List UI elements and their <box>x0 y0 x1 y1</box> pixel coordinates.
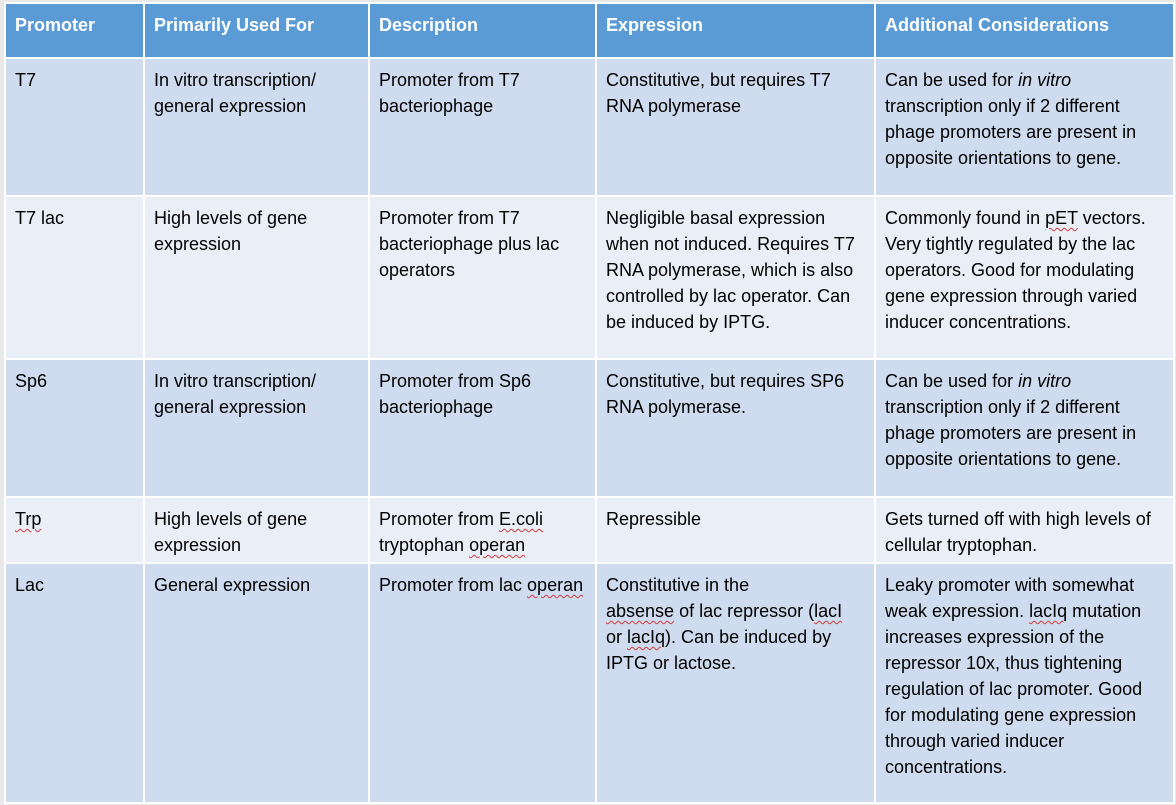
text-run: Can be used for <box>885 371 1019 391</box>
cell-expression: Repressible <box>596 497 875 563</box>
spellcheck-word: lacI <box>814 601 843 621</box>
text-run: tryptophan <box>379 535 470 555</box>
spellcheck-word: operan <box>527 575 584 595</box>
cell-promoter: T7 <box>5 58 144 196</box>
cell-promoter <box>5 497 144 563</box>
cell-considerations <box>875 359 1174 497</box>
text-run: Leaky promoter with somewhat weak expression. <box>885 575 1135 621</box>
cell-promoter: T7 lac <box>5 196 144 359</box>
table-row <box>5 497 1174 563</box>
spellcheck-word: operan <box>469 535 526 555</box>
text-run: transcription only if 2 different phage promoters are present in opposite orientations to gene. <box>885 397 1137 469</box>
text-run: transcription only if 2 different phage promoters are present in opposite orientations to gene. <box>885 96 1137 168</box>
text-run: or <box>606 627 628 647</box>
cell-description: Promoter from Sp6 bacteriophage <box>369 359 596 497</box>
italic-text: in vitro <box>1018 371 1072 391</box>
cell-used-for: High levels of gene expression <box>144 196 369 359</box>
text-run: mutation increases expression of the repressor 10x, thus tightening regulation of lac promoter. Good for modulating gene expression through varied inducer concentrations. <box>885 601 1143 777</box>
table-row <box>5 563 1174 803</box>
cell-considerations <box>875 563 1174 803</box>
cell-description: Promoter from T7 bacteriophage plus lac operators <box>369 196 596 359</box>
spellcheck-word: Trp <box>15 509 42 529</box>
cell-used-for: In vitro transcription/ general expression <box>144 359 369 497</box>
table-row <box>5 58 1174 196</box>
text-run: ). Can be induced by IPTG or lactose. <box>606 627 832 673</box>
cell-expression: Constitutive, but requires T7 RNA polymerase <box>596 58 875 196</box>
text-run: vectors. Very tightly regulated by the lac operators. Good for modulating gene expression through varied inducer concentrations. <box>885 208 1146 332</box>
cell-considerations <box>875 58 1174 196</box>
table-row <box>5 196 1174 359</box>
header-expression: Expression <box>596 3 875 58</box>
cell-used-for: In vitro transcription/ general expression <box>144 58 369 196</box>
spellcheck-word: lacIq <box>1029 601 1068 621</box>
cell-expression: Negligible basal expression when not induced. Requires T7 RNA polymerase, which is also controlled by lac operator. Can be induced by IPTG. <box>596 196 875 359</box>
spellcheck-word: lacIq <box>627 627 666 647</box>
promoter-table <box>4 2 1175 804</box>
cell-used-for: High levels of gene expression <box>144 497 369 563</box>
cell-description <box>369 563 596 803</box>
header-row <box>5 3 1174 58</box>
table-row <box>5 359 1174 497</box>
spellcheck-word: E.coli <box>499 509 544 529</box>
text-run: Commonly found in <box>885 208 1046 228</box>
spellcheck-word: pET <box>1045 208 1078 228</box>
cell-description: Promoter from T7 bacteriophage <box>369 58 596 196</box>
cell-expression <box>596 563 875 803</box>
text-run: of lac repressor ( <box>674 601 815 621</box>
cell-used-for: General expression <box>144 563 369 803</box>
text-run: Promoter from <box>379 509 500 529</box>
cell-considerations: Gets turned off with high levels of cellular tryptophan. <box>875 497 1174 563</box>
header-promoter: Promoter <box>5 3 144 58</box>
text-run: Constitutive in the <box>606 575 750 595</box>
cell-description <box>369 497 596 563</box>
text-run: Can be used for <box>885 70 1019 90</box>
header-primarily-used-for: Primarily Used For <box>144 3 369 58</box>
cell-considerations <box>875 196 1174 359</box>
italic-text: in vitro <box>1018 70 1072 90</box>
cell-promoter: Sp6 <box>5 359 144 497</box>
spellcheck-word: absense <box>606 601 675 621</box>
text-run: Promoter from lac <box>379 575 528 595</box>
cell-promoter: Lac <box>5 563 144 803</box>
header-description: Description <box>369 3 596 58</box>
header-additional-considerations: Additional Considerations <box>875 3 1174 58</box>
cell-expression: Constitutive, but requires SP6 RNA polymerase. <box>596 359 875 497</box>
